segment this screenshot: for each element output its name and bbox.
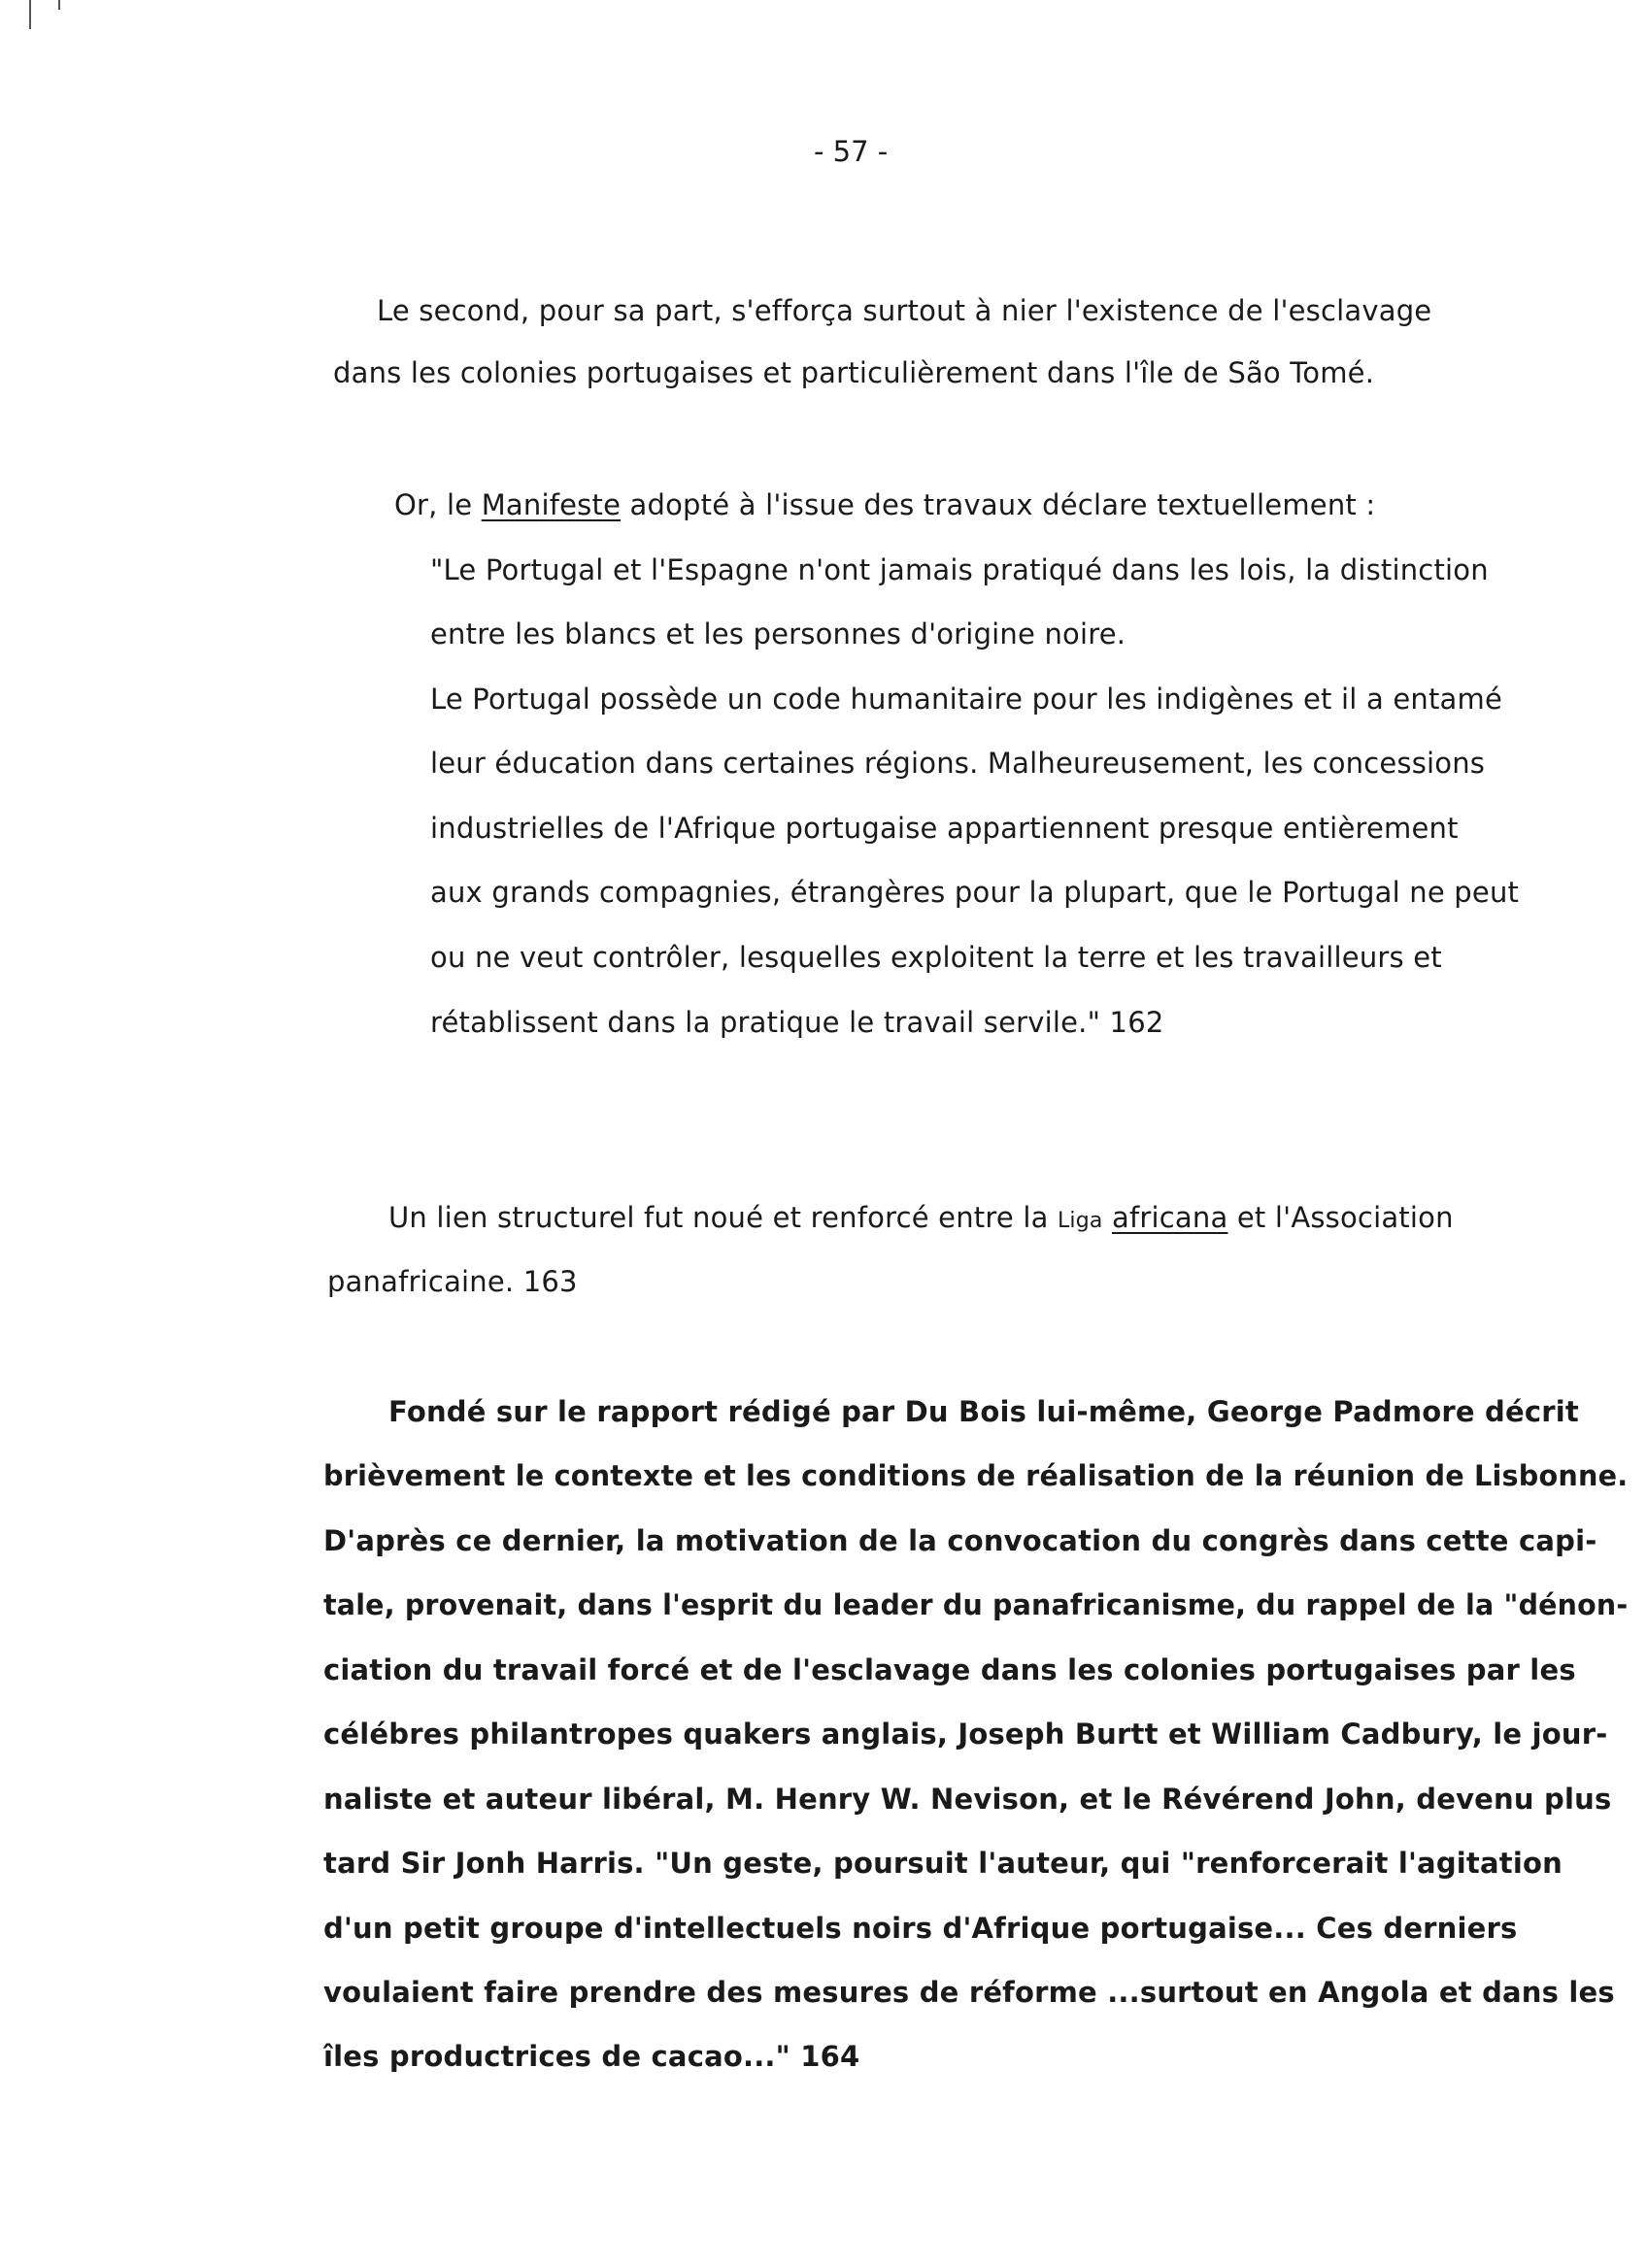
paragraph-4-line: îles productrices de cacao..." 164: [323, 2040, 860, 2073]
quote-line: rétablissent dans la pratique le travail servile." 162: [430, 1006, 1164, 1039]
paragraph-4-line: tale, provenait, dans l'esprit du leader du panafricanisme, du rappel de la "dénon-: [323, 1588, 1629, 1621]
paragraph-1-line-1: Le second, pour sa part, s'efforça surtout à nier l'existence de l'esclavage: [377, 294, 1432, 327]
scan-mark: [58, 0, 60, 10]
quote-line: leur éducation dans certaines régions. Malheureusement, les concessions: [430, 747, 1486, 780]
paragraph-1-line-2: dans les colonies portugaises et particulièrement dans l'île de São Tomé.: [333, 356, 1375, 389]
p3-before: Un lien structurel fut noué et renforcé entre la: [388, 1201, 1058, 1234]
paragraph-4-line: célébres philantropes quakers anglais, Joseph Burtt et William Cadbury, le jour-: [323, 1718, 1608, 1751]
paragraph-4-line: naliste et auteur libéral, M. Henry W. Nevison, et le Révérend John, devenu plus: [323, 1783, 1612, 1816]
page-number: - 57 -: [814, 135, 889, 168]
paragraph-4-line: tard Sir Jonh Harris. "Un geste, poursuit l'auteur, qui "renforcerait l'agitation: [323, 1847, 1563, 1880]
paragraph-4-line: D'après ce dernier, la motivation de la convocation du congrès dans cette capi-: [323, 1524, 1597, 1557]
quote-line: "Le Portugal et l'Espagne n'ont jamais pratiqué dans les lois, la distinction: [430, 553, 1489, 586]
paragraph-4-line: ciation du travail forcé et de l'esclavage dans les colonies portugaises par les: [323, 1653, 1576, 1686]
p3-after: et l'Association: [1227, 1201, 1454, 1234]
africana-word: africana: [1112, 1201, 1228, 1234]
intro-before: Or, le: [394, 488, 482, 521]
paragraph-2-intro: [394, 487, 1375, 522]
paragraph-3-line-1: [388, 1200, 1454, 1239]
paragraph-3-line-2: panafricaine. 163: [327, 1265, 578, 1298]
quote-line: ou ne veut contrôler, lesquelles exploitent la terre et les travailleurs et: [430, 941, 1442, 974]
paragraph-4-line: Fondé sur le rapport rédigé par Du Bois lui-même, George Padmore décrit: [388, 1395, 1579, 1428]
intro-after: adopté à l'issue des travaux déclare textuellement :: [621, 488, 1376, 521]
manifeste-title: Manifeste: [481, 488, 622, 521]
liga-word: Liga: [1057, 1209, 1103, 1233]
quote-line: aux grands compagnies, étrangères pour la plupart, que le Portugal ne peut: [430, 876, 1520, 909]
paragraph-4-line: brièvement le contexte et les conditions de réalisation de la réunion de Lisbonne.: [323, 1459, 1629, 1492]
scan-mark: [29, 0, 31, 29]
quote-line: Le Portugal possède un code humanitaire pour les indigènes et il a entamé: [430, 683, 1503, 716]
paragraph-4-line: d'un petit groupe d'intellectuels noirs d'Afrique portugaise... Ces derniers: [323, 1912, 1518, 1945]
paragraph-4-line: voulaient faire prendre des mesures de réforme ...surtout en Angola et dans les: [323, 1976, 1615, 2009]
quote-line: entre les blancs et les personnes d'origine noire.: [430, 617, 1126, 650]
quote-line: industrielles de l'Afrique portugaise appartiennent presque entièrement: [430, 812, 1459, 845]
